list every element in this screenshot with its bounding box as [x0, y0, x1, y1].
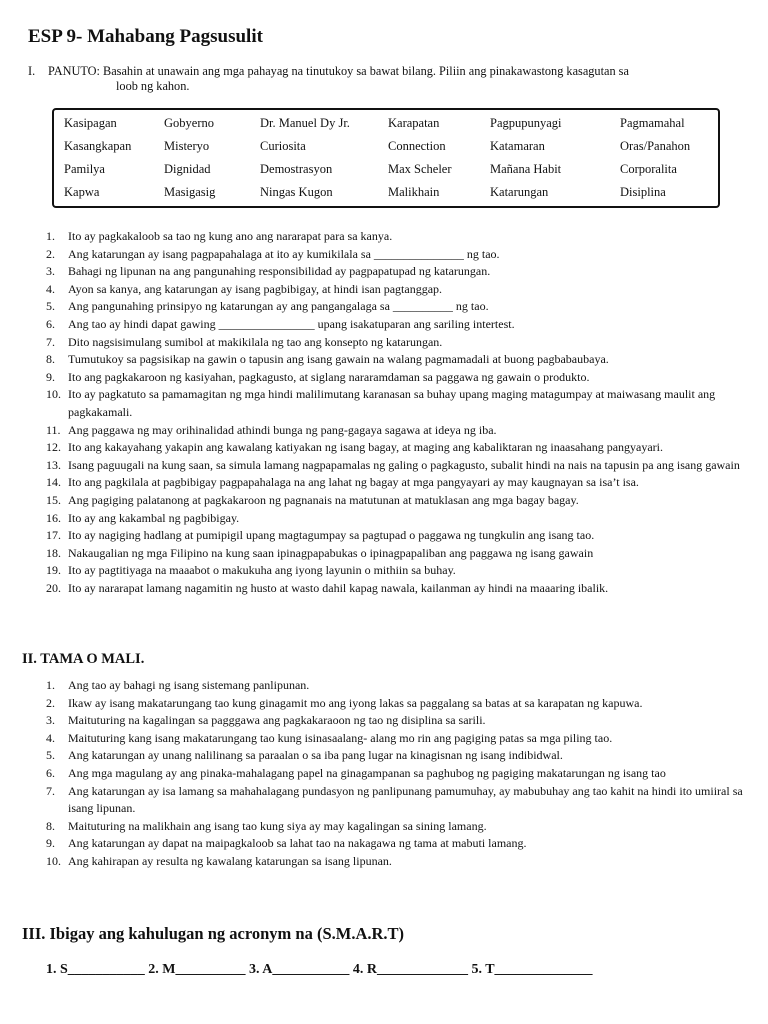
question-text: Ang katarungan ay unang nalilinang sa paraalan o sa iba pang lugar na kinagisnan ng isang indibidwal. — [68, 748, 563, 763]
word-bank-item: Misteryo — [164, 139, 210, 153]
question-number: 4. — [46, 730, 55, 745]
question-number: 16. — [46, 510, 61, 525]
question-number: 7. — [46, 783, 55, 798]
word-bank-item: Kasipagan — [64, 116, 117, 130]
question-text: Ang katarungan ay dapat na maipagkaloob sa lahat tao na nakagawa ng tama at mabuti lamang. — [68, 836, 527, 851]
question-item — [28, 474, 744, 492]
question-item — [28, 492, 744, 510]
question-number: 13. — [46, 457, 61, 472]
question-item — [28, 818, 744, 836]
question-number: 6. — [46, 316, 55, 331]
question-item — [28, 316, 744, 334]
question-item — [28, 386, 744, 421]
word-bank-item: Gobyerno — [164, 116, 214, 130]
word-bank-item: Dr. Manuel Dy Jr. — [260, 116, 350, 130]
question-text: Isang paguugali na kung saan, sa simula lamang nagpapamalas ng galing o pagkagusto, subalit hindi na nais na tapusin pa ang isang gawain — [68, 457, 740, 472]
section-numeral: I. — [28, 64, 36, 78]
question-item — [28, 246, 744, 264]
identification-list — [28, 228, 744, 597]
question-item — [28, 298, 744, 316]
question-item — [28, 263, 744, 281]
question-item — [28, 527, 744, 545]
question-item — [28, 747, 744, 765]
question-text: Ito ay ang kakambal ng pagbibigay. — [68, 510, 240, 525]
section-3-heading: III. Ibigay ang kahulugan ng acronym na (S.M.A.R.T) — [22, 924, 405, 943]
question-text: Ito ay pagkatuto sa pamamagitan ng mga hindi malilimutang karanasan sa buhay upang maging matagumpay at maiwasang maulit ang pagkakamali. — [68, 387, 716, 419]
word-bank-item: Pagmamahal — [620, 116, 685, 130]
question-number: 3. — [46, 713, 55, 728]
question-text: Nakaugalian ng mga Filipino na kung saan ipinagpapabukas o ipinagpapaliban ang paggawa ng isang gawain — [68, 545, 594, 560]
word-bank-item: Katarungan — [490, 185, 549, 199]
question-item — [28, 369, 744, 387]
question-number: 8. — [46, 352, 55, 367]
question-number: 9. — [46, 369, 55, 384]
question-number: 5. — [46, 299, 55, 314]
question-text: Ang kahirapan ay resulta ng kawalang katarungan sa isang lipunan. — [68, 853, 392, 868]
word-bank-item: Pamilya — [64, 162, 105, 176]
question-text: Ang paggawa ng may orihinalidad athindi bunga ng pang-gagaya sagawa at ideya ng iba. — [68, 422, 497, 437]
word-bank-item: Masigasig — [164, 185, 216, 199]
word-bank-item: Curiosita — [260, 139, 306, 153]
word-bank-item: Kapwa — [64, 185, 100, 199]
question-number: 9. — [46, 836, 55, 851]
question-text: Maituturing kang isang makatarungang tao kung isinasaalang- alang mo rin ang pagiging patas sa mga piling tao. — [68, 730, 613, 745]
question-text: Ang tao ay bahagi ng isang sistemang panlipunan. — [68, 678, 310, 692]
word-bank-item: Disiplina — [620, 185, 666, 199]
question-item — [28, 545, 744, 563]
word-bank-item: Mañana Habit — [490, 162, 562, 176]
question-item — [28, 783, 744, 818]
question-text: Ang mga magulang ay ang pinaka-mahalagang papel na ginagampanan sa paghubog ng pagiging makatarungan ng isang tao — [68, 765, 666, 780]
question-item — [28, 580, 744, 598]
question-item — [28, 677, 744, 695]
question-item — [28, 439, 744, 457]
question-number: 2. — [46, 695, 55, 710]
word-bank-item: Dignidad — [164, 162, 211, 176]
word-bank-item: Kasangkapan — [64, 139, 132, 153]
word-bank-item: Demostrasyon — [260, 162, 333, 176]
question-number: 12. — [46, 440, 61, 455]
question-number: 8. — [46, 818, 55, 833]
word-bank-item: Ningas Kugon — [260, 185, 333, 199]
question-number: 15. — [46, 492, 61, 507]
instruction-line-1: PANUTO: Basahin at unawain ang mga pahayag na tinutukoy sa bawat bilang. Piliin ang pinakawastong kasagutan sa — [48, 64, 629, 78]
question-item — [28, 422, 744, 440]
instruction-line-2: loob ng kahon. — [116, 79, 190, 93]
question-text: Bahagi ng lipunan na ang pangunahing responsibilidad ay pagpapatupad ng katarungan. — [68, 264, 491, 279]
question-item — [28, 712, 744, 730]
word-bank-item: Oras/Panahon — [620, 139, 691, 153]
question-number: 20. — [46, 580, 61, 595]
question-text: Ang katarungan ay isa lamang sa mahahalagang pundasyon ng panlipunang pamumuhay, ay mabubuhay ang tao kahit na hindi ito umiiral sa isang lipunan. — [68, 783, 743, 816]
question-number: 1. — [46, 678, 55, 692]
question-item — [28, 695, 744, 713]
question-number: 7. — [46, 334, 55, 349]
question-number: 2. — [46, 246, 55, 261]
question-text: Ito ay pagtitiyaga na maaabot o makukuha ang iyong layunin o mithiin sa buhay. — [68, 563, 456, 578]
question-number: 11. — [46, 422, 61, 437]
question-item — [28, 228, 744, 246]
section-2-heading: II. TAMA O MALI. — [22, 651, 145, 667]
question-text: Ito ay pagkakaloob sa tao ng kung ano ang nararapat para sa kanya. — [68, 229, 393, 243]
question-number: 3. — [46, 264, 55, 279]
question-text: Dito nagsisimulang sumibol at makikilala ng tao ang konsepto ng katarungan. — [68, 334, 443, 349]
question-number: 1. — [46, 229, 55, 243]
word-bank-item: Katamaran — [490, 139, 545, 153]
smart-answer-line: 1. S___________ 2. M__________ 3. A___________ 4. R_____________ 5. T______________ — [46, 962, 593, 977]
question-item — [28, 562, 744, 580]
question-text: Ang katarungan ay isang pagpapahalaga at ito ay kumikilala sa _______________ ng tao. — [68, 246, 500, 261]
question-number: 19. — [46, 563, 61, 578]
question-item — [28, 457, 744, 475]
word-bank-box — [52, 108, 720, 208]
question-item — [28, 281, 744, 299]
question-item — [28, 730, 744, 748]
word-bank-item: Karapatan — [388, 116, 440, 130]
question-number: 5. — [46, 748, 55, 763]
page-title: ESP 9- Mahabang Pagsusulit — [28, 26, 263, 47]
question-number: 18. — [46, 545, 61, 560]
question-number: 10. — [46, 387, 61, 402]
question-text: Ayon sa kanya, ang katarungan ay isang pagbibigay, at hindi isan pagtanggap. — [68, 281, 443, 296]
word-bank-item: Malikhain — [388, 185, 440, 199]
question-text: Ang tao ay hindi dapat gawing ________________ upang isakatuparan ang sariling intertest. — [68, 316, 515, 331]
question-text: Maituturing na kagalingan sa pagggawa ang pagkakaraoon ng tao ng disiplina sa sarili. — [68, 713, 486, 728]
word-bank-item: Corporalita — [620, 162, 677, 176]
instructions — [28, 64, 740, 94]
question-text: Maituturing na malikhain ang isang tao kung siya ay may kagalingan sa sining lamang. — [68, 818, 487, 833]
question-number: 14. — [46, 475, 61, 490]
question-item — [28, 765, 744, 783]
question-number: 17. — [46, 528, 61, 543]
question-text: Ito ang pagkilala at pagbibigay pagpapahalaga na ang lahat ng bagay at mga pangyayari ay may kaugnayan sa isa’t isa. — [68, 475, 639, 490]
question-text: Ito ay nararapat lamang nagamitin ng husto at wasto dahil kapag nawala, kailanman ay hindi na maaaring ibalik. — [68, 580, 609, 595]
question-number: 4. — [46, 281, 55, 296]
word-bank-item: Pagpupunyagi — [490, 116, 562, 130]
question-text: Ang pagiging palatanong at pagkakaroon ng pagnanais na matutunan at matuklasan ang mga bagay bagay. — [68, 492, 579, 507]
question-text: Ang pangunahing prinsipyo ng katarungan ay ang pangangalaga sa __________ ng tao. — [68, 299, 489, 314]
question-text: Ito ang pagkakaroon ng kasiyahan, pagkagusto, at siglang nararamdaman sa paggawa ng gawain o produkto. — [68, 369, 590, 384]
question-text: Ito ay nagiging hadlang at pumipigil upang magtagumpay sa pagtupad o paggawa ng tungkulin ang isang tao. — [68, 528, 595, 543]
question-text: Ikaw ay isang makatarungang tao kung ginagamit mo ang iyong lakas sa paggalang sa batas at sa karapatan ng kapuwa. — [68, 695, 643, 710]
word-bank-item: Connection — [388, 139, 446, 153]
question-text: Ito ang kakayahang yakapin ang kawalang katiyakan ng isang bagay, at maging ang kabaliktaran ng inaasahang pangyayari. — [68, 440, 664, 455]
question-item — [28, 853, 744, 871]
true-false-list — [28, 677, 744, 871]
question-item — [28, 835, 744, 853]
question-item — [28, 510, 744, 528]
question-text: Tumutukoy sa pagsisikap na gawin o tapusin ang isang gawain na walang pagmamadali at buong pagbabaubaya. — [68, 352, 609, 367]
question-number: 6. — [46, 765, 55, 780]
word-bank-item: Max Scheler — [388, 162, 452, 176]
question-number: 10. — [46, 853, 61, 868]
question-item — [28, 334, 744, 352]
question-item — [28, 351, 744, 369]
